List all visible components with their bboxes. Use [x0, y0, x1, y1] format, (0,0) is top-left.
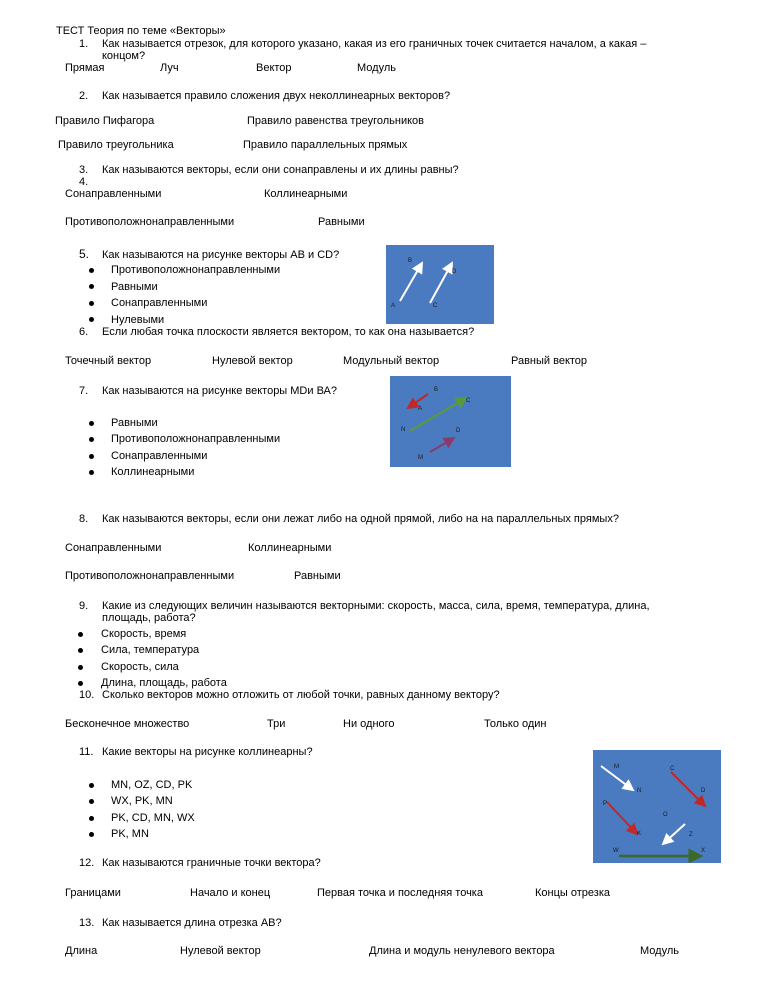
bullet	[89, 832, 94, 837]
point-label-b: B	[434, 387, 439, 393]
q10-option-1[interactable]: Бесконечное множество	[65, 718, 190, 730]
q5-option-1[interactable]: Противоположнонаправленными	[111, 264, 281, 276]
q12-option-4[interactable]: Концы отрезка	[535, 887, 610, 899]
question-1-text-cont: концом?	[102, 50, 146, 62]
q1-option-1[interactable]: Прямая	[65, 62, 105, 74]
q9-option-2[interactable]: Сила, температура	[101, 644, 200, 656]
vector-cd	[671, 772, 705, 806]
bullet	[89, 783, 94, 788]
point-label-b: B	[408, 258, 413, 264]
q12-option-1[interactable]: Границами	[65, 887, 121, 899]
bullet	[89, 317, 94, 322]
point-label-w: W	[613, 848, 619, 854]
question-12-number: 12.	[79, 857, 95, 869]
q6-option-2[interactable]: Нулевой вектор	[212, 355, 293, 367]
question-5-text: Как называются на рисунке векторы АВ и CD?	[102, 249, 340, 261]
point-label-c: C	[466, 398, 471, 404]
bullet	[78, 665, 83, 670]
vector-md	[430, 438, 454, 452]
bullet	[78, 632, 83, 637]
point-label-c: C	[670, 766, 675, 772]
point-label-d: D	[701, 788, 706, 794]
bullet	[89, 268, 94, 273]
point-label-n: N	[401, 427, 406, 433]
question-2-number: 2.	[79, 90, 89, 102]
q11-option-4[interactable]: PK, MN	[111, 828, 149, 840]
question-13-text: Как называется длина отрезка АВ?	[102, 917, 282, 929]
q10-option-3[interactable]: Ни одного	[343, 718, 395, 730]
point-label-p: P	[603, 801, 608, 807]
question-11-text: Какие векторы на рисунке коллинеарны?	[102, 746, 313, 758]
point-label-c: C	[433, 303, 438, 309]
point-label-o: O	[663, 812, 668, 818]
q8-option-2[interactable]: Коллинеарными	[248, 542, 332, 554]
question-8-text: Как называются векторы, если они лежат либо на одной прямой, либо на на параллельных прямых?	[102, 513, 619, 525]
q6-option-1[interactable]: Точечный вектор	[65, 355, 152, 367]
question-9-text: Какие из следующих величин называются векторными: скорость, масса, сила, время, температура, длина,	[102, 600, 650, 612]
q7-option-4[interactable]: Коллинеарными	[111, 466, 195, 478]
point-label-m: M	[418, 455, 423, 461]
q5-option-4[interactable]: Нулевыми	[111, 314, 165, 326]
bullet	[89, 421, 94, 426]
question-10-number: 10.	[79, 689, 95, 701]
q1-option-2[interactable]: Луч	[160, 62, 179, 74]
q3-option-1[interactable]: Сонаправленными	[65, 188, 162, 200]
q9-option-3[interactable]: Скорость, сила	[101, 661, 179, 673]
q1-option-3[interactable]: Вектор	[256, 62, 292, 74]
question-12-text: Как называются граничные точки вектора?	[102, 857, 321, 869]
q8-option-1[interactable]: Сонаправленными	[65, 542, 162, 554]
bullet	[89, 470, 94, 475]
q2-option-2[interactable]: Правило равенства треугольников	[247, 115, 424, 127]
bullet	[89, 799, 94, 804]
vector-nc	[410, 398, 466, 431]
question-9-text-cont: площадь, работа?	[102, 612, 196, 624]
q2-option-3[interactable]: Правило треугольника	[58, 139, 174, 151]
q3-option-4[interactable]: Равными	[318, 216, 365, 228]
question-10-text: Сколько векторов можно отложить от любой точки, равных данному вектору?	[102, 689, 500, 701]
q11-option-2[interactable]: WX, PK, MN	[111, 795, 173, 807]
question-7-number: 7.	[79, 385, 89, 397]
q8-option-3[interactable]: Противоположнонаправленными	[65, 570, 235, 582]
question-6-text: Если любая точка плоскости является вектором, то как она называется?	[102, 326, 475, 338]
vector-oz	[663, 824, 685, 844]
vector-ab	[400, 263, 422, 301]
q13-option-3[interactable]: Длина и модуль ненулевого вектора	[369, 945, 555, 957]
q2-option-4[interactable]: Правило параллельных прямых	[243, 139, 408, 151]
q2-option-1[interactable]: Правило Пифагора	[55, 115, 155, 127]
q1-option-4[interactable]: Модуль	[357, 62, 396, 74]
q7-option-2[interactable]: Противоположнонаправленными	[111, 433, 281, 445]
question-6-number: 6.	[79, 326, 89, 338]
q7-option-1[interactable]: Равными	[111, 417, 158, 429]
point-label-m: M	[614, 764, 619, 770]
question-3-text: Как называются векторы, если они сонаправлены и их длины равны?	[102, 164, 459, 176]
q5-option-3[interactable]: Сонаправленными	[111, 297, 208, 309]
q3-option-3[interactable]: Противоположнонаправленными	[65, 216, 235, 228]
bullet	[89, 301, 94, 306]
figure-collinear-vectors	[593, 750, 721, 863]
q8-option-4[interactable]: Равными	[294, 570, 341, 582]
question-2-text: Как называется правило сложения двух неколлинеарных векторов?	[102, 90, 451, 102]
vector-cd	[430, 263, 452, 303]
q11-option-3[interactable]: PK, CD, MN, WX	[111, 812, 195, 824]
q9-option-1[interactable]: Скорость, время	[101, 628, 187, 640]
question-13-number: 13.	[79, 917, 95, 929]
q10-option-2[interactable]: Три	[267, 718, 286, 730]
q6-option-3[interactable]: Модульный вектор	[343, 355, 440, 367]
question-11-number: 11.	[79, 746, 94, 758]
point-label-z: Z	[689, 832, 693, 838]
q6-option-4[interactable]: Равный вектор	[511, 355, 588, 367]
question-1-text: Как называется отрезок, для которого указано, какая из его граничных точек считается началом, а какая –	[102, 38, 647, 50]
point-label-a: A	[391, 303, 396, 309]
q9-option-4[interactable]: Длина, площадь, работа	[101, 677, 227, 689]
figure-vectors-ab-cd	[386, 245, 494, 324]
q7-option-3[interactable]: Сонаправленными	[111, 450, 208, 462]
bullet	[89, 284, 94, 289]
q12-option-2[interactable]: Начало и конец	[190, 887, 271, 899]
bullet	[89, 437, 94, 442]
q13-option-4[interactable]: Модуль	[640, 945, 679, 957]
q10-option-4[interactable]: Только один	[484, 718, 547, 730]
vector-pk	[607, 802, 637, 834]
q5-option-2[interactable]: Равными	[111, 281, 158, 293]
q12-option-3[interactable]: Первая точка и последняя точка	[317, 887, 483, 899]
question-3-number: 3.	[79, 164, 89, 176]
point-label-x: X	[701, 848, 706, 854]
bullet	[89, 816, 94, 821]
question-9-number: 9.	[79, 600, 89, 612]
point-label-a: A	[418, 406, 423, 412]
question-1-number: 1.	[79, 38, 89, 50]
q13-option-2[interactable]: Нулевой вектор	[180, 945, 261, 957]
bullet	[89, 454, 94, 459]
point-label-k: K	[637, 831, 642, 837]
question-4-number: 4.	[79, 176, 89, 188]
question-5-number: 5.	[79, 247, 90, 261]
q3-option-2[interactable]: Коллинеарными	[264, 188, 348, 200]
bullet	[78, 648, 83, 653]
q11-option-1[interactable]: MN, OZ, CD, PK	[111, 779, 193, 791]
point-label-n: N	[637, 788, 642, 794]
question-7-text: Как называются на рисунке векторы MDи ВА?	[102, 385, 338, 397]
test-title: ТЕСТ Теория по теме «Векторы»	[56, 25, 226, 37]
q13-option-1[interactable]: Длина	[65, 945, 98, 957]
figure-vectors-md-ba	[390, 376, 511, 467]
bullet	[78, 681, 83, 686]
point-label-d: D	[456, 428, 461, 434]
point-label-d: D	[452, 269, 457, 275]
question-8-number: 8.	[79, 513, 89, 525]
